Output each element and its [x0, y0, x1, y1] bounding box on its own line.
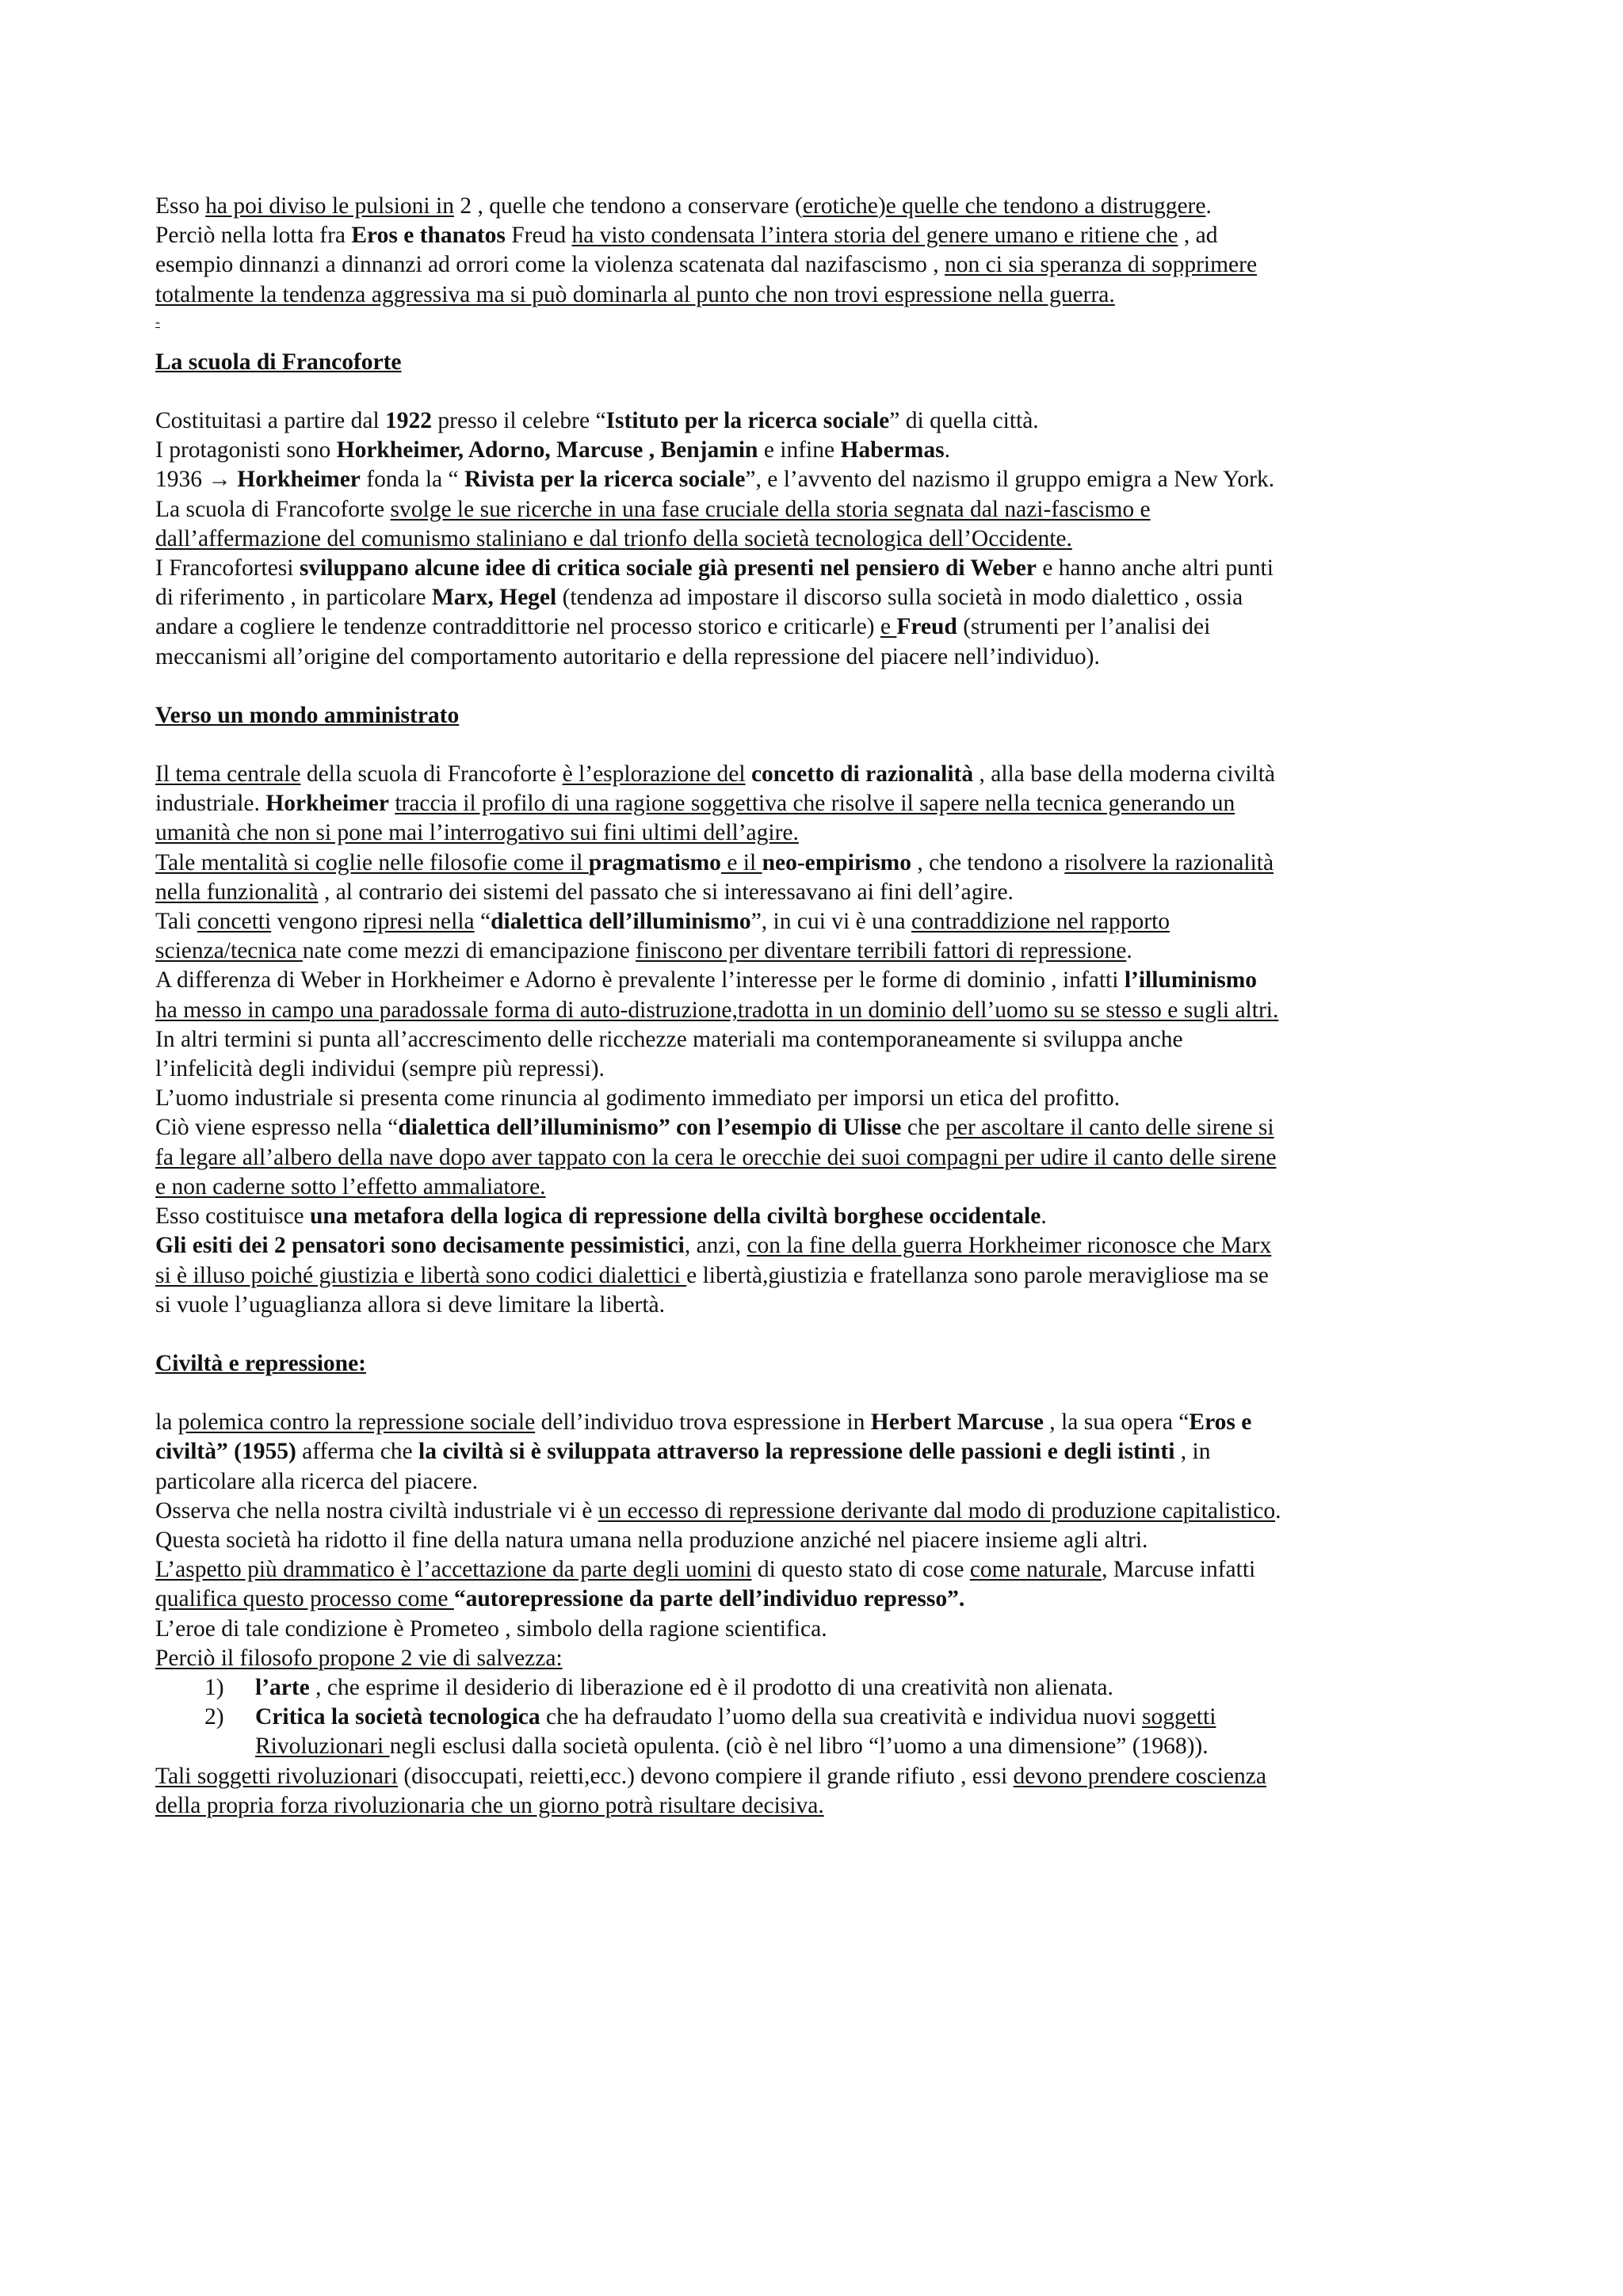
underlined-text: risolvere la razionalità — [1064, 849, 1274, 875]
underlined-text: con la fine della guerra Horkheimer riconosce che Marx — [747, 1233, 1272, 1259]
bold-text: dialettica dell’illuminismo — [491, 909, 751, 935]
bold-text: 1922 — [385, 408, 433, 434]
text-run: ” di quella città. — [889, 408, 1039, 434]
underlined-text: si è illuso poiché giustizia e libertà sono codici dialettici — [155, 1262, 687, 1288]
underlined-text: scienza/tecnica — [155, 938, 303, 964]
bold-text: dialettica dell’illuminismo” con l’esempio di Ulisse — [398, 1115, 902, 1141]
underlined-text: qualifica questo processo come — [155, 1586, 454, 1612]
underlined-text: è l’esplorazione del — [562, 761, 746, 788]
text-run: e hanno anche altri punti — [1036, 555, 1274, 582]
text-run: L’eroe di tale condizione è Prometeo , simbolo della ragione scientifica. — [155, 1615, 827, 1642]
text-run: (disoccupati, reietti,ecc.) devono compiere il grande rifiuto , essi — [397, 1763, 1014, 1789]
underlined-text: finiscono per diventare terribili fattori di repressione — [636, 938, 1127, 964]
bold-text: la civiltà si è sviluppata attraverso la repressione delle passioni e degli istinti — [418, 1439, 1175, 1465]
underlined-text: Il tema centrale — [155, 761, 301, 788]
underlined-text: L’aspetto più drammatico è l’accettazione da parte degli uomini — [155, 1557, 752, 1583]
paragraph-soggetti-rivoluzionari — [155, 1762, 1487, 1821]
bold-text: sviluppano alcune idee di critica sociale già presenti nel pensiero di Weber — [299, 555, 1037, 582]
text-run: la — [155, 1409, 178, 1436]
text-run: nate come mezzi di emancipazione — [302, 938, 636, 964]
text-run: Ciò viene espresso nella “ — [155, 1115, 399, 1141]
text-run: Costituitasi a partire dal — [155, 408, 386, 434]
text-run: meccanismi all’origine del comportamento autoritario e della repressione del piacere nell’individuo). — [155, 643, 1100, 669]
bold-text: “autorepressione da parte dell’individuo represso”. — [453, 1586, 965, 1612]
underlined-text: Rivoluzionari — [255, 1733, 390, 1760]
section-title-civilta-repressione: Civiltà e repressione: — [155, 1350, 367, 1376]
underlined-text: traccia il profilo di una ragione soggettiva che risolve il sapere nella tecnica generando un — [395, 791, 1235, 817]
list-number: 2) — [204, 1704, 224, 1730]
text-run: presso il celebre “ — [432, 408, 606, 434]
text-run: ”, in cui vi è una — [750, 909, 912, 935]
underlined-text: dall’affermazione del comunismo staliniano e dal trionfo della società tecnologica dell’Occidente. — [155, 525, 1072, 551]
underlined-text: un eccesso di repressione derivante dal modo di produzione capitalistico — [598, 1497, 1276, 1524]
underlined-text: Tali soggetti rivoluzionari — [155, 1763, 398, 1789]
salvation-list — [155, 1673, 1487, 1762]
text-run: I Francofortesi — [155, 555, 300, 582]
underlined-text: e il — [720, 849, 762, 875]
underlined-text: ha poi diviso le pulsioni in — [205, 193, 454, 219]
underlined-text: ripresi nella — [363, 909, 475, 935]
paragraph-marcuse — [155, 1408, 1487, 1673]
underlined-text: svolge le sue ricerche in una fase cruciale della storia segnata dal nazi-fascismo e — [390, 496, 1151, 522]
text-run: , anzi, — [684, 1233, 747, 1259]
text-run: vengono — [271, 909, 364, 935]
list-item — [155, 1673, 1487, 1703]
bold-text: Herbert Marcuse — [870, 1409, 1044, 1436]
text-run: si vuole l’uguaglianza allora si deve limitare la libertà. — [155, 1291, 666, 1318]
text-run: A differenza di Weber in Horkheimer e Adorno è prevalente l’interesse per le forme di dominio , infatti — [155, 967, 1125, 994]
text-run: 2 , quelle che tendono a conservare ( — [453, 193, 803, 219]
document-body — [155, 192, 1487, 1821]
underlined-text: totalmente la tendenza aggressiva ma si può dominarla al punto che non trovi espressione nella guerra. — [155, 281, 1115, 307]
text-run: della scuola di Francoforte — [300, 761, 563, 788]
bold-text: neo-empirismo — [762, 849, 911, 875]
text-run: particolare alla ricerca del piacere. — [155, 1468, 478, 1494]
list-item — [155, 1703, 1487, 1761]
text-run: In altri termini si punta all’accrescimento delle ricchezze materiali ma contemporaneamente si sviluppa anche — [155, 1026, 1183, 1052]
text-run: , alla base della moderna civiltà — [973, 761, 1276, 788]
text-run: fonda la “ — [360, 467, 464, 493]
text-run: Questa società ha ridotto il fine della natura umana nella produzione anziché nel piacere insieme agli altri. — [155, 1527, 1148, 1553]
text-run: industriale. — [155, 791, 266, 817]
text-run: . — [1205, 193, 1212, 219]
bold-text: Horkheimer, Adorno, Marcuse , Benjamin — [336, 437, 758, 463]
text-run: ) — [877, 193, 886, 219]
underlined-text: soggetti — [1141, 1704, 1216, 1730]
bold-text: Eros e — [1189, 1409, 1252, 1436]
underlined-text: della propria forza rivoluzionaria che un giorno potrà risultare decisiva. — [155, 1792, 824, 1818]
text-run: di questo stato di cose — [751, 1557, 970, 1583]
underlined-text: fa legare all’albero della nave dopo aver tappato con la cera le orecchie dei suoi compagni per udire il canto delle sirene — [155, 1144, 1277, 1170]
underlined-text: ha visto condensata l’intera storia del genere umano e ritiene che — [571, 223, 1178, 249]
text-run: Esso — [155, 193, 206, 219]
bold-text: Freud — [896, 614, 957, 640]
section-title-mondo-amministrato: Verso un mondo amministrato — [155, 702, 460, 728]
text-run: 1936 → — [155, 467, 238, 493]
separator-dash: - — [155, 313, 160, 330]
bold-text: Horkheimer — [265, 791, 389, 817]
bold-text: civiltà” (1955) — [155, 1439, 296, 1465]
text-run: “ — [474, 909, 491, 935]
underlined-text: concetti — [197, 909, 272, 935]
underlined-text: Tale mentalità si coglie nelle filosofie come il — [155, 849, 589, 875]
underlined-text: nella funzionalità — [155, 879, 319, 905]
text-run: . — [1041, 1203, 1047, 1230]
bold-text: una metafora della logica di repressione della civiltà borghese occidentale — [310, 1203, 1041, 1230]
paragraph-razionalita — [155, 760, 1487, 1320]
text-run: , Marcuse infatti — [1102, 1557, 1256, 1583]
text-run: Osserva che nella nostra civiltà industriale vi è — [155, 1497, 598, 1524]
underlined-text: ha messo in campo una paradossale forma di auto-distruzione,tradotta in un dominio dell’uomo su se stesso e sugli altri. — [155, 997, 1279, 1023]
bold-text: l’arte — [255, 1674, 310, 1700]
text-run: che — [901, 1115, 946, 1141]
text-run: (tendenza ad impostare il discorso sulla società in modo dialettico , ossia — [556, 585, 1243, 611]
text-run: e infine — [758, 437, 841, 463]
text-run: , al contrario dei sistemi del passato che si interessavano ai fini dell’agire. — [318, 879, 1014, 905]
list-number: 1) — [204, 1674, 224, 1700]
underlined-text: contraddizione nel rapporto — [911, 909, 1170, 935]
paragraph-freud-pulsioni — [155, 192, 1487, 310]
bold-text: l’illuminismo — [1124, 967, 1258, 994]
text-run: , che esprime il desiderio di liberazione ed è il prodotto di una creatività non alienata. — [309, 1674, 1113, 1700]
bold-text: Istituto per la ricerca sociale — [605, 408, 890, 434]
bold-text: Marx, Hegel — [431, 585, 557, 611]
text-run: . — [1126, 938, 1132, 964]
text-run: . — [944, 437, 950, 463]
text-run: Esso costituisce — [155, 1203, 311, 1230]
bold-text: Critica la società tecnologica — [255, 1704, 540, 1730]
underlined-text: e non caderne sotto l’effetto ammaliatore. — [155, 1173, 546, 1199]
text-run: e libertà,giustizia e fratellanza sono parole meravigliose ma se — [686, 1262, 1269, 1288]
text-run: L’uomo industriale si presenta come rinuncia al godimento immediato per imporsi un etica del profitto. — [155, 1085, 1121, 1112]
text-run: l’infelicità degli individui (sempre più repressi). — [155, 1056, 605, 1082]
text-run: afferma che — [296, 1439, 419, 1465]
text-run: Tali — [155, 909, 197, 935]
text-run: , la sua opera “ — [1043, 1409, 1190, 1436]
paragraph-scuola-francoforte — [155, 406, 1487, 672]
text-run: . — [1275, 1497, 1281, 1524]
text-run: , che tendono a — [911, 849, 1065, 875]
text-run: Freud — [505, 223, 572, 249]
bold-text: Eros e thanatos — [351, 223, 506, 249]
underlined-text: erotiche — [802, 193, 878, 219]
underlined-text: polemica contro la repressione sociale — [178, 1409, 536, 1436]
text-run: andare a cogliere le tendenze contraddittorie nel processo storico e criticarle) — [155, 614, 880, 640]
bold-text: Horkheimer — [237, 467, 361, 493]
text-run — [746, 761, 751, 787]
bold-text: pragmatismo — [588, 849, 721, 875]
underlined-text: Perciò il filosofo propone 2 vie di salvezza: — [155, 1645, 563, 1671]
underlined-text: come naturale — [969, 1557, 1102, 1583]
underlined-text: devono prendere coscienza — [1013, 1763, 1266, 1789]
text-run: esempio dinnanzi a dinnanzi ad orrori come la violenza scatenata dal nazifascismo , — [155, 252, 945, 278]
text-run: di riferimento , in particolare — [155, 585, 432, 611]
text-run: La scuola di Francoforte — [155, 496, 391, 522]
bold-text: Habermas — [840, 437, 945, 463]
text-run: negli esclusi dalla società opulenta. (ciò è nel libro “l’uomo a una dimensione” (1968)). — [389, 1733, 1209, 1760]
section-title-scuola-francoforte: La scuola di Francoforte — [155, 349, 402, 375]
bold-text: concetto di razionalità — [750, 761, 974, 788]
underlined-text: non ci sia speranza di sopprimere — [945, 252, 1258, 278]
text-run: (strumenti per l’analisi dei — [957, 614, 1211, 640]
text-run: dell’individuo trova espressione in — [535, 1409, 871, 1436]
underlined-text: e quelle che tendono a distruggere — [885, 193, 1206, 219]
underlined-text: per ascoltare il canto delle sirene si — [945, 1115, 1274, 1141]
text-run: , ad — [1178, 223, 1218, 249]
bold-text: Gli esiti dei 2 pensatori sono decisamente pessimistici — [155, 1233, 685, 1259]
underlined-text: umanità che non si pone mai l’interrogativo sui fini ultimi dell’agire. — [155, 820, 799, 846]
text-run: , in — [1174, 1439, 1211, 1465]
text-run: I protagonisti sono — [155, 437, 337, 463]
bold-text: Rivista per la ricerca sociale — [464, 467, 746, 493]
text-run: che ha defraudato l’uomo della sua creatività e individua nuovi — [540, 1704, 1142, 1730]
text-run: Perciò nella lotta fra — [155, 223, 352, 249]
underlined-text: e — [880, 614, 897, 640]
text-run: ”, e l’avvento del nazismo il gruppo emigra a New York. — [745, 467, 1275, 493]
